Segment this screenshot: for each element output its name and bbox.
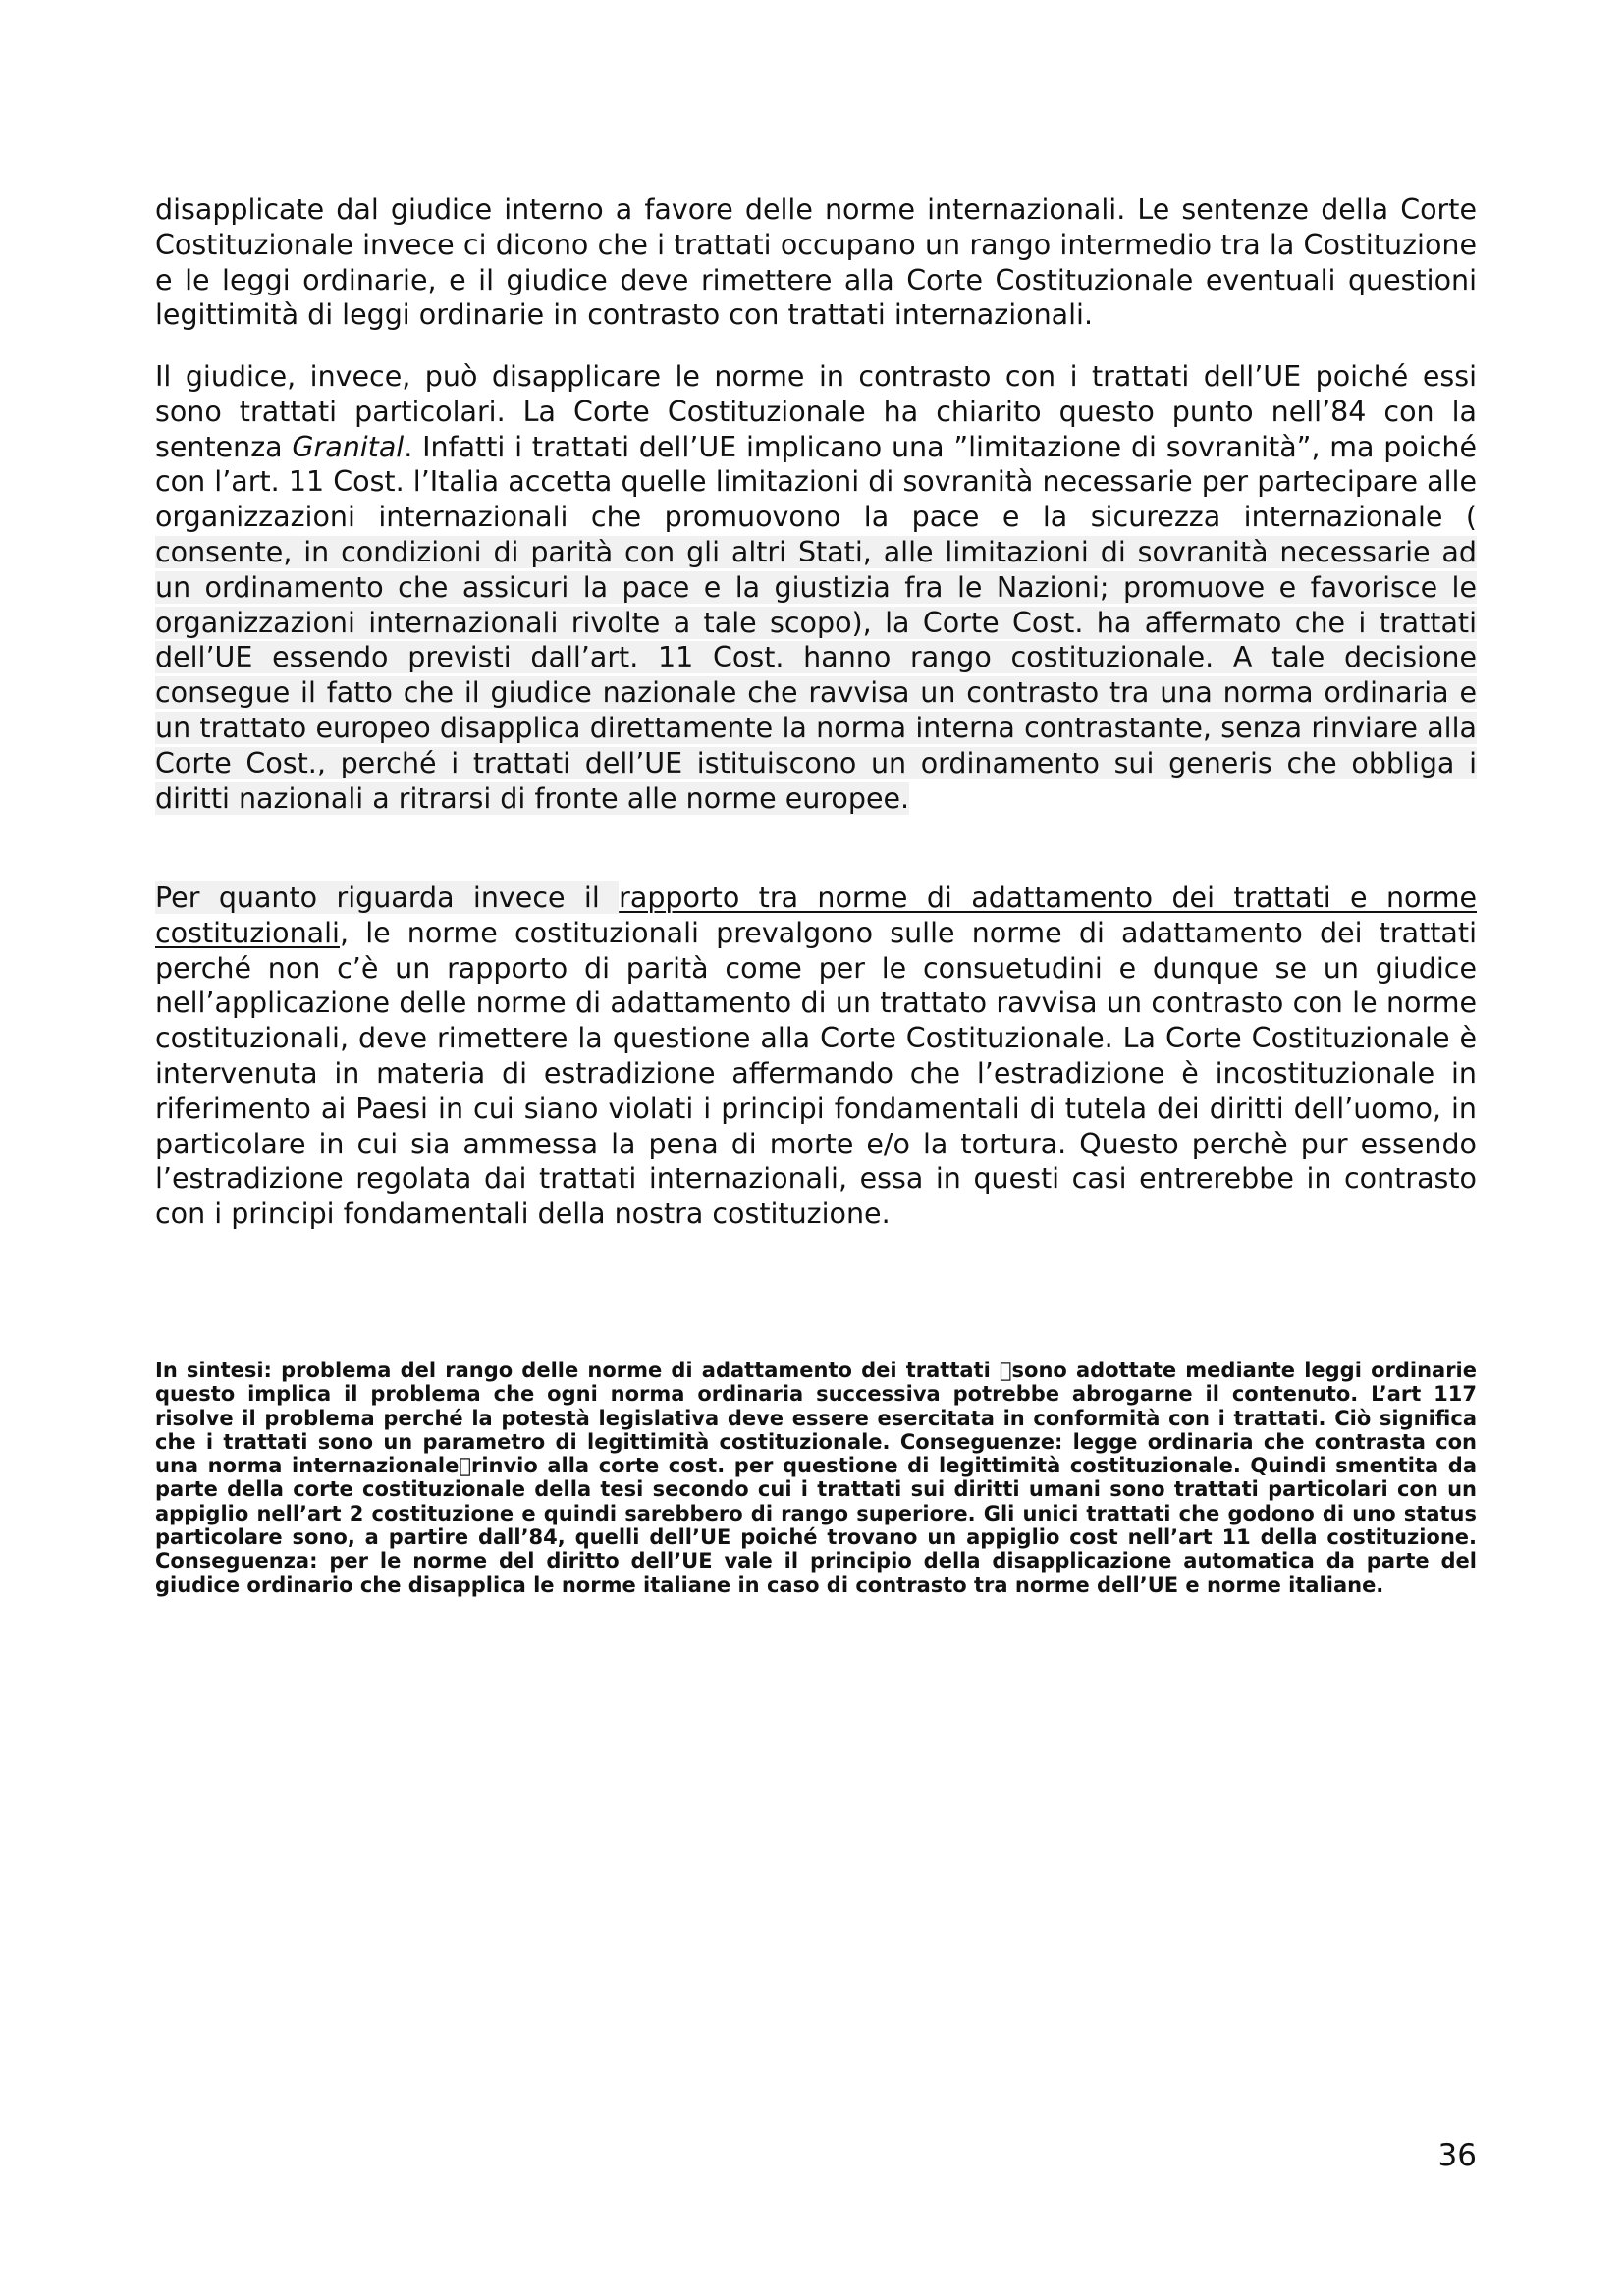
summary-text: In sintesi: problema del rango delle norme di adattamento dei trattati sono adottate mediante leggi ordinarie questo implica il problema che ogni norma ordinaria successiva potrebbe abrogarne il contenuto. L’art 117 risolve il problema perché la potestà legislativa deve essere esercitata in conformità con i trattati. Ciò significa che i trattati sono un parametro di legittimità costituzionale. Conseguenze: legge ordinaria che contrasta con una norma internazionale rinvio alla corte cost. per questione di legittimità costituzionale. Quindi smentita da parte della corte costituzionale della tesi secondo cui i trattati sui diritti umani sono trattati particolari con un appiglio nell’art 2 costituzione e quindi sarebbero di rango superiore. Gli unici trattati che godono di uno status particolare sono, a partire dall’84, quelli dell’UE poiché trovano un appiglio cost nell’art 11 della costituzione. Conseguenza: per le norme del diritto dell’UE vale il principio della disapplicazione automatica da parte del giudice ordinario che disapplica le norme italiane in caso di contrasto tra norme dell’UE e norme italiane. (155, 1359, 1477, 1597)
paragraph-1-text: disapplicate dal giudice interno a favore delle norme internazionali. Le sentenze della Corte Costituzionale invece ci dicono che i trattati occupano un rango intermedio tra la Costituzione e le leggi ordinarie, e il giudice deve rimettere alla Corte Costituzionale eventuali questioni legittimità di leggi ordinarie in contrasto con trattati internazionali. (155, 193, 1477, 332)
paragraph-2-intro: Il giudice, invece, può disapplicare le norme in contrasto con i trattati dell’UE poiché essi sono trattati particolari. La Corte Costituzionale ha chiarito questo punto nell’84 con la sentenza (155, 360, 1477, 463)
paragraph-3-intro: Per quanto riguarda invece il (155, 881, 620, 914)
paragraph-treaties-rank (155, 192, 1477, 333)
paragraph-2-body: . Infatti i trattati dell’UE implicano una ”limitazione di sovranità”, ma poiché con l’art. 11 Cost. l’Italia accetta quelle limitazioni di sovranità necessarie per partecipare alle organizzazioni internazionali che promuovono la pace e la sicurezza internazionale ( (155, 430, 1477, 534)
paragraph-constitutional-norms (155, 881, 1477, 1232)
underlined-topic: rapporto tra norme di adattamento dei trattati e norme costituzionali (155, 881, 1477, 949)
granital-case-name: Granital (292, 430, 405, 463)
paragraph-eu-treaties (155, 359, 1477, 816)
highlighted-passage: consente, in condizioni di parità con gli altri Stati, alle limitazioni di sovranità necessarie ad un ordinamento che assicuri la pace e la giustizia fra le Nazioni; promuove e favorisce le organizzazioni internazionali rivolte a tale scopo), la Corte Cost. ha affermato che i trattati dell’UE essendo previsti dall’art. 11 Cost. hanno rango costituzionale. A tale decisione consegue il fatto che il giudice nazionale che ravvisa un contrasto tra una norma ordinaria e un trattato europeo disapplica direttamente la norma interna contrastante, senza rinviare alla Corte Cost., perché i trattati dell’UE istituiscono un ordinamento sui generis che obbliga i diritti nazionali a ritrarsi di fronte alle norme europee. (155, 535, 1477, 815)
page-number: 36 (1437, 2138, 1477, 2173)
paragraph-3-body: , le norme costituzionali prevalgono sulle norme di adattamento dei trattati perché non c’è un rapporto di parità come per le consuetudini e dunque se un giudice nell’applicazione delle norme di adattamento di un trattato ravvisa un contrasto con le norme costituzionali, deve rimettere la questione alla Corte Costituzionale. La Corte Costituzionale è intervenuta in materia di estradizione affermando che l’estradizione è incostituzionale in riferimento ai Paesi in cui siano violati i principi fondamentali di tutela dei diritti dell’uomo, in particolare in cui sia ammessa la pena di morte e/o la tortura. Questo perchè pur essendo l’estradizione regolata dai trattati internazionali, essa in questi casi entrerebbe in contrasto con i principi fondamentali della nostra costituzione. (155, 916, 1477, 1231)
summary-block (155, 1359, 1477, 1597)
